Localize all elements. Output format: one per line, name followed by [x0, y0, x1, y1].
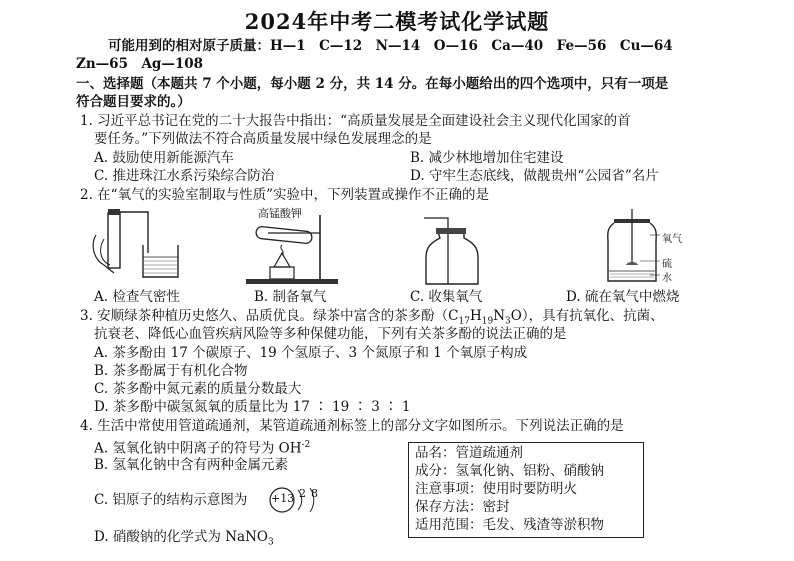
page-title: 2024年中考二模考试化学试题 — [244, 9, 550, 34]
q4-option-b: B. 氢氧化钠中含有两种金属元素 — [94, 457, 289, 473]
q2-option-c: C. 收集氧气 — [410, 289, 483, 305]
figure-d-label-oxygen: 氧气 — [662, 234, 682, 245]
aluminum-atom-diagram — [268, 483, 328, 517]
section-heading-line1: 一、选择题（本题共 7 个小题，每小题 2 分，共 14 分。在每小题给出的四个选项中，只有一项是 — [76, 76, 669, 92]
q2-option-a: A. 检查气密性 — [94, 289, 180, 305]
figure-c-oxygen-collection — [418, 210, 488, 288]
product-label-box — [408, 442, 644, 538]
aluminum-shell-2: 8 — [311, 487, 318, 500]
figure-a-airtightness-check — [88, 205, 188, 285]
label-line-name: 品名：管道疏通剂 — [415, 445, 523, 461]
atomic-mass-line1: 可能用到的相对原子质量：H—1 C—12 N—14 O—16 Ca—40 Fe—56 Cu—64 — [108, 38, 673, 54]
label-line-storage: 保存方法：密封 — [415, 499, 510, 515]
q4-option-a: A. 氢氧化钠中阴离子的符号为 $OH^{-2}$ — [94, 440, 311, 457]
figure-d-label-sulfur: 硫 — [662, 259, 672, 270]
label-line-ingredients: 成分：氢氧化钠、铝粉、硝酸钠 — [415, 463, 604, 479]
q2-stem: 2. 在“氧气的实验室制取与性质”实验中，下列装置或操作不正确的是 — [80, 187, 489, 203]
label-line-precautions: 注意事项：使用时要防明火 — [415, 481, 577, 497]
q2-option-d: D. 硫在氧气中燃烧 — [566, 289, 680, 305]
section-heading-line2: 符合题目要求的。） — [76, 94, 191, 110]
label-line-usage: 适用范围：毛发、残渣等淤积物 — [415, 517, 604, 533]
q3-option-c: C. 茶多酚中氮元素的质量分数最大 — [94, 381, 302, 397]
q4-stem: 4. 生活中常使用管道疏通剂，某管道疏通剂标签上的部分文字如图所示。下列说法正确的是 — [80, 418, 624, 434]
q4-option-d: D. 硝酸钠的化学式为 NaNO$_3$ — [94, 529, 274, 548]
figure-b-label: 高锰酸钾 — [258, 207, 302, 220]
atomic-mass-line2: Zn—65 Ag—108 — [76, 56, 204, 72]
aluminum-nucleus-charge: +13 — [271, 492, 295, 505]
q3-option-d: D. 茶多酚中碳氢氮氧的质量比为 17 ∶ 19 ∶ 3 ∶ 1 — [94, 399, 411, 415]
q1-option-a: A. 鼓励使用新能源汽车 — [94, 150, 234, 166]
q1-stem-line1: 1. 习近平总书记在党的二十大报告中指出：“高质量发展是全面建设社会主义现代化国家的首 — [80, 113, 631, 129]
q3-stem-line1: 3. 安顺绿茶种植历史悠久、品质优良。绿茶中富含的茶多酚$(C_{17}H_{19}N_3O)$，具有抗氧化、抗菌、 — [80, 308, 664, 327]
aluminum-shell-1: 2 — [299, 487, 306, 500]
q1-option-c: C. 推进珠江水系污染综合防治 — [94, 168, 275, 184]
q1-option-b: B. 减少林地增加住宅建设 — [410, 150, 564, 166]
q3-stem-line2: 抗衰老、降低心血管疾病风险等多种保健功能，下列有关茶多酚的说法正确的是 — [94, 326, 567, 342]
figure-d-label-water: 水 — [662, 273, 672, 284]
q3-option-a: A. 茶多酚由 17 个碳原子、19 个氢原子、3 个氮原子和 1 个氧原子构成 — [94, 345, 528, 361]
q2-option-b: B. 制备氧气 — [254, 289, 327, 305]
q1-stem-line2: 要任务。”下列做法不符合高质量发展中绿色发展理念的是 — [94, 131, 432, 147]
q3-option-b: B. 茶多酚属于有机化合物 — [94, 363, 248, 379]
q4-option-c: C. 铝原子的结构示意图为 — [94, 492, 248, 508]
q1-option-d: D. 守牢生态底线，做靓贵州“公园省”名片 — [410, 168, 659, 184]
figure-b-oxygen-preparation — [238, 205, 348, 287]
